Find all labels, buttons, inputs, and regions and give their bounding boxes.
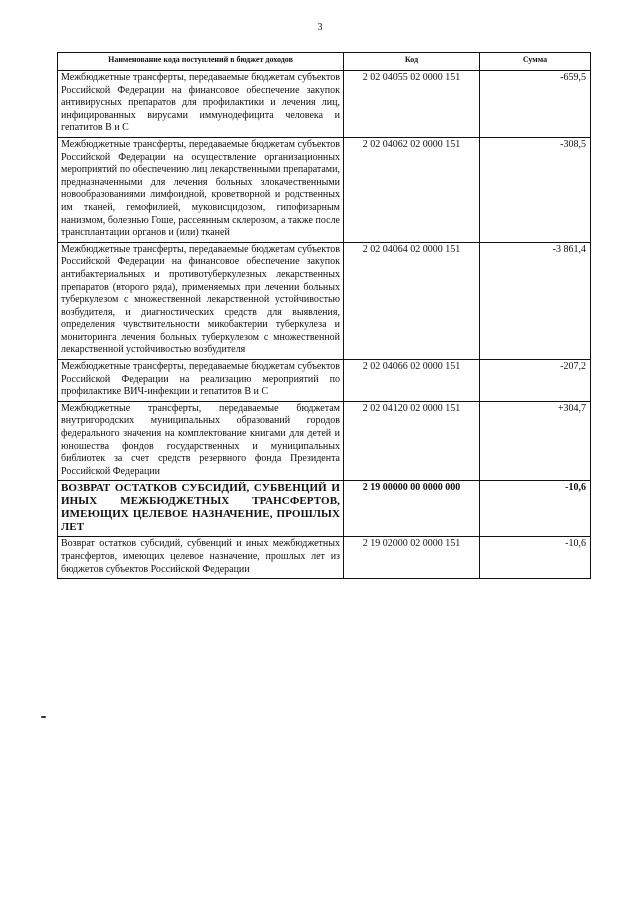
table-row xyxy=(58,71,591,138)
row-name-cell: Межбюджетные трансферты, передаваемые бюджетам субъектов Российской Федерации на осуществление организационных мероприятий по обеспечению лиц лекарственными препаратами, предназначенными для лечения больных злокачественными новообразованиями лимфоидной, кроветворной и родственных им тканей, гемофилией, муковисцидозом, гипофизарным нанизмом, болезнью Гоше, рассеянным склерозом, а также после трансплантации органов и (или) тканей xyxy=(58,137,344,242)
table-row xyxy=(58,360,591,402)
table-row xyxy=(58,537,591,579)
row-sum-cell: -207,2 xyxy=(480,360,591,402)
column-header-name: Наименование кода поступлений в бюджет доходов xyxy=(58,53,344,71)
table-row xyxy=(58,242,591,359)
row-sum-cell: -10,6 xyxy=(480,481,591,537)
row-code-cell: 2 02 04055 02 0000 151 xyxy=(344,71,480,138)
page-number: 3 xyxy=(317,22,323,33)
row-sum-cell: +304,7 xyxy=(480,401,591,481)
row-code-cell: 2 02 04066 02 0000 151 xyxy=(344,360,480,402)
row-name-cell: Межбюджетные трансферты, передаваемые бюджетам субъектов Российской Федерации на финансовое обеспечение закупок антивирусных препаратов для профилактики и лечения лиц, инфицированных вирусами иммунодефицита человека и гепатитов В и С xyxy=(58,71,344,138)
row-code-cell: 2 02 04062 02 0000 151 xyxy=(344,137,480,242)
column-header-code: Код xyxy=(344,53,480,71)
row-name-cell: Межбюджетные трансферты, передаваемые бюджетам внутригородских муниципальных образований городов федерального значения на комплектование книгами для детей и юношества фондов государственных и муниципальных библиотек за счет средств резервного фонда Президента Российской Федерации xyxy=(58,401,344,481)
table-header-row xyxy=(58,53,591,71)
row-name-cell: Межбюджетные трансферты, передаваемые бюджетам субъектов Российской Федерации на финансовое обеспечение закупок антибактериальных и противотуберкулезных лекарственных препаратов (второго ряда), применяемых при лечении больных туберкулезом с множественной лекарственной устойчивостью возбудителя, и диагностических средств для выявления, определения чувствительности микобактерии туберкулеза и мониторинга лечения больных туберкулезом с множественной лекарственной устойчивостью возбудителя xyxy=(58,242,344,359)
table-row xyxy=(58,137,591,242)
row-code-cell: 2 02 04120 02 0000 151 xyxy=(344,401,480,481)
row-code-cell: 2 19 00000 00 0000 000 xyxy=(344,481,480,537)
row-name-cell: Возврат остатков субсидий, субвенций и иных межбюджетных трансфертов, имеющих целевое назначение, прошлых лет из бюджетов субъектов Российской Федерации xyxy=(58,537,344,579)
row-sum-cell: -3 861,4 xyxy=(480,242,591,359)
scan-artifact-mark xyxy=(41,716,46,718)
row-code-cell: 2 02 04064 02 0000 151 xyxy=(344,242,480,359)
table-row xyxy=(58,401,591,481)
row-name-cell: Межбюджетные трансферты, передаваемые бюджетам субъектов Российской Федерации на реализацию мероприятий по профилактике ВИЧ-инфекции и гепатитов В и С xyxy=(58,360,344,402)
table-row-section-total xyxy=(58,481,591,537)
budget-revenue-table xyxy=(57,52,591,579)
column-header-sum: Сумма xyxy=(480,53,591,71)
row-sum-cell: -659,5 xyxy=(480,71,591,138)
row-code-cell: 2 19 02000 02 0000 151 xyxy=(344,537,480,579)
row-sum-cell: -10,6 xyxy=(480,537,591,579)
row-sum-cell: -308,5 xyxy=(480,137,591,242)
row-name-cell: ВОЗВРАТ ОСТАТКОВ СУБСИДИЙ, СУБВЕНЦИЙ И ИНЫХ МЕЖБЮДЖЕТНЫХ ТРАНСФЕРТОВ, ИМЕЮЩИХ ЦЕЛЕВОЕ НАЗНАЧЕНИЕ, ПРОШЛЫХ ЛЕТ xyxy=(58,481,344,537)
